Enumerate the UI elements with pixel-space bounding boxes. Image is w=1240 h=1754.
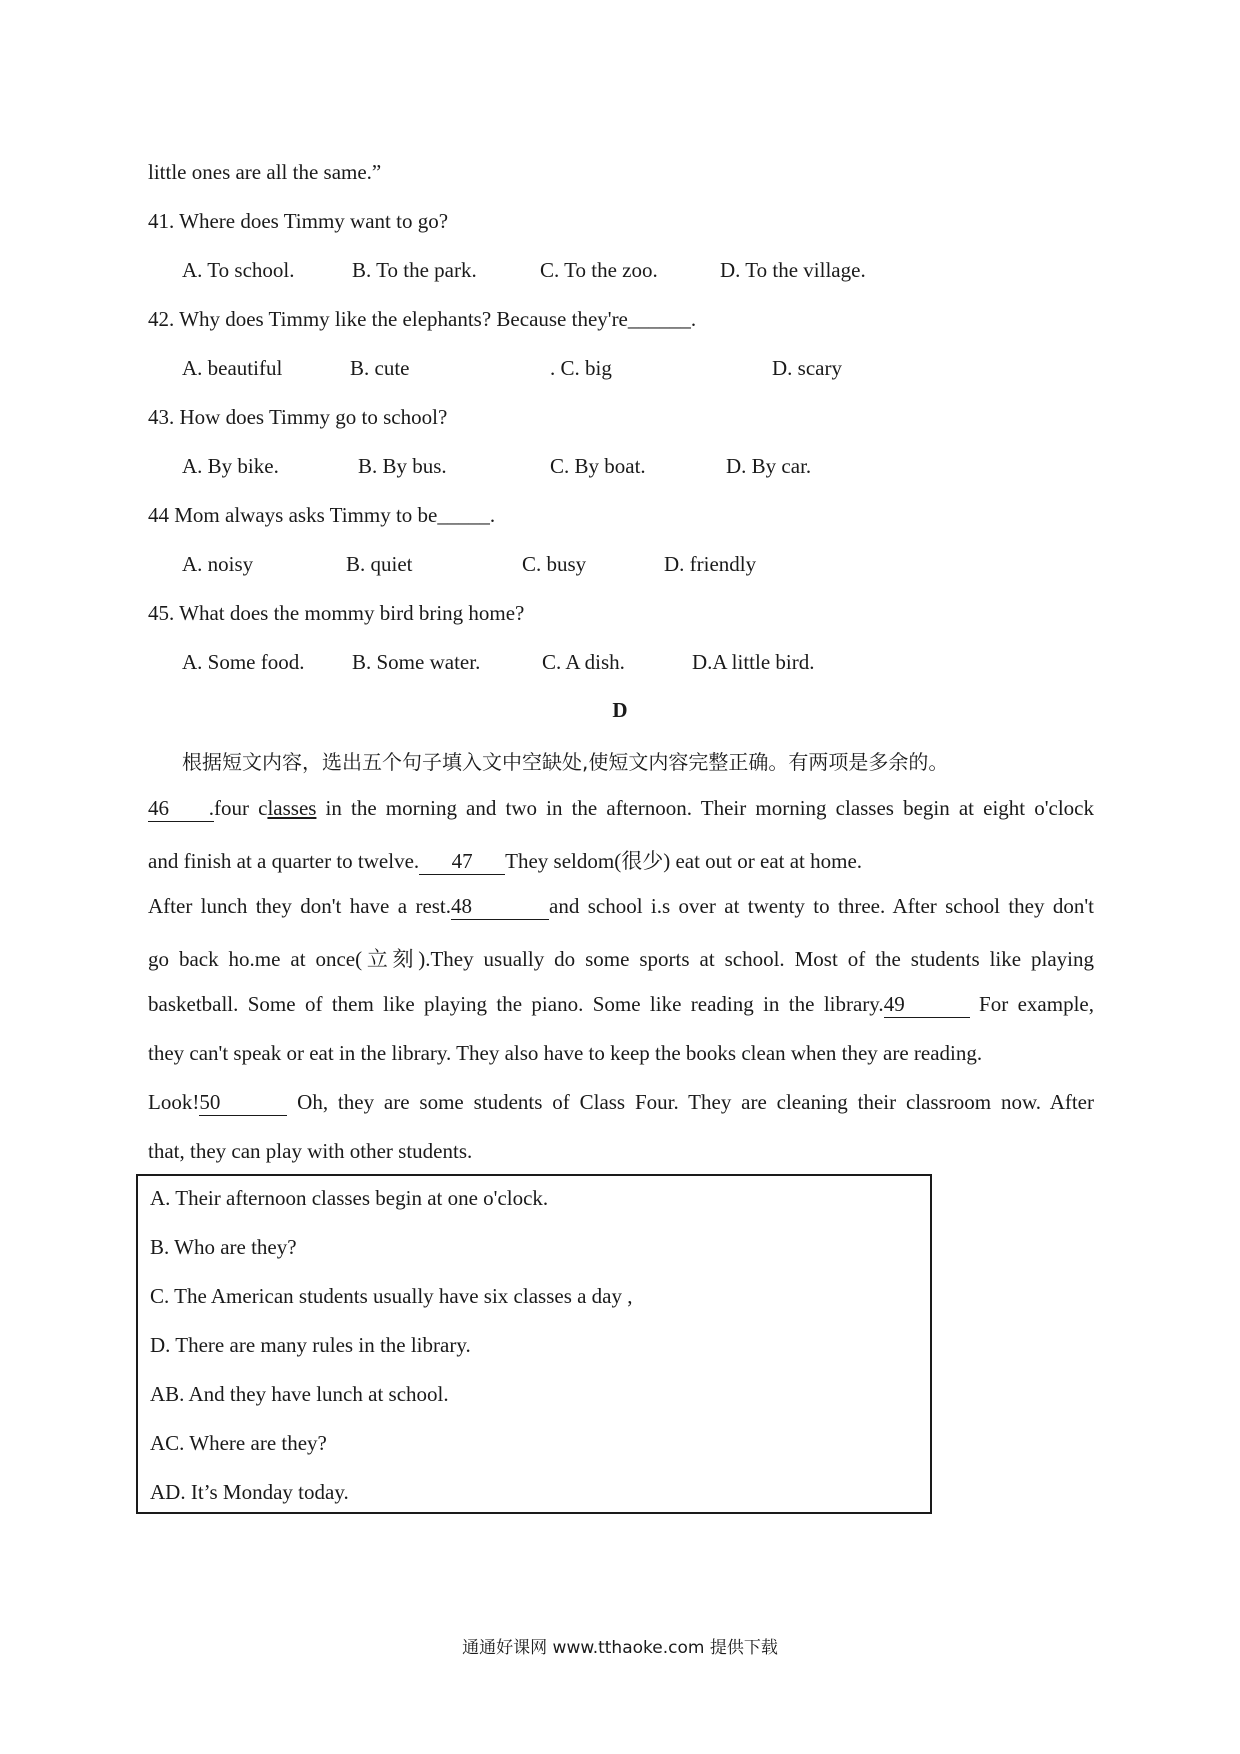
question-42: 42. Why does Timmy like the elephants? Because they're______. bbox=[148, 307, 697, 331]
page-footer: 通通好课网 www.tthaoke.com 提供下载 bbox=[462, 1638, 778, 1658]
option-d: D.A little bird. bbox=[692, 650, 815, 674]
blank-47: 47 bbox=[419, 851, 505, 875]
option-b: B. cute bbox=[350, 356, 410, 380]
passage-line-3: After lunch they don't have a rest.48 and school i.s over at twenty to three. After school they don't bbox=[148, 894, 1094, 918]
choice-ac: AC. Where are they? bbox=[150, 1431, 327, 1455]
question-44: 44 Mom always asks Timmy to be_____. bbox=[148, 503, 496, 527]
passage-line-8: that, they can play with other students. bbox=[148, 1139, 473, 1163]
choice-ad: AD. It’s Monday today. bbox=[150, 1480, 349, 1504]
blank-48: 48 bbox=[451, 896, 549, 920]
option-d: D. By car. bbox=[726, 454, 812, 478]
option-a: A. By bike. bbox=[182, 454, 279, 478]
question-43: 43. How does Timmy go to school? bbox=[148, 405, 448, 429]
section-heading: D bbox=[612, 698, 628, 722]
option-b: B. quiet bbox=[346, 552, 413, 576]
option-d: D. scary bbox=[772, 356, 842, 380]
option-b: B. To the park. bbox=[352, 258, 477, 282]
option-a: A. Some food. bbox=[182, 650, 305, 674]
option-c: C. A dish. bbox=[542, 650, 625, 674]
option-b: B. By bus. bbox=[358, 454, 447, 478]
passage-line-7: Look!50 Oh, they are some students of Class Four. They are cleaning their classroom now. After bbox=[148, 1090, 1094, 1114]
passage-line-6: they can't speak or eat in the library. They also have to keep the books clean when they are reading. bbox=[148, 1041, 983, 1065]
option-c: C. By boat. bbox=[550, 454, 646, 478]
blank-49: 49 bbox=[884, 994, 970, 1018]
blank-50: 50 bbox=[199, 1092, 287, 1116]
option-c: C. To the zoo. bbox=[540, 258, 658, 282]
option-d: D. friendly bbox=[664, 552, 757, 576]
passage-line-2: and finish at a quarter to twelve. 47 They seldom(很少) eat out or eat at home. bbox=[148, 849, 863, 873]
passage-line-4: go back ho.me at once(立刻).They usually do some sports at school. Most of the students like playing bbox=[148, 947, 1094, 971]
option-c: C. busy bbox=[522, 552, 587, 576]
passage-continuation: little ones are all the same.” bbox=[148, 160, 382, 184]
choice-a: A. Their afternoon classes begin at one o'clock. bbox=[150, 1186, 549, 1210]
question-45: 45. What does the mommy bird bring home? bbox=[148, 601, 525, 625]
choices-box bbox=[136, 1174, 932, 1514]
passage-line-5: basketball. Some of them like playing the piano. Some like reading in the library.49 For example, bbox=[148, 992, 1094, 1016]
blank-46: 46 . bbox=[148, 796, 214, 820]
option-a: A. beautiful bbox=[182, 356, 283, 380]
option-a: A. noisy bbox=[182, 552, 254, 576]
section-instruction: 根据短文内容，选出五个句子填入文中空缺处,使短文内容完整正确。有两项是多余的。 bbox=[182, 750, 949, 774]
option-b: B. Some water. bbox=[352, 650, 481, 674]
option-a: A. To school. bbox=[182, 258, 295, 282]
choice-c: C. The American students usually have six classes a day , bbox=[150, 1284, 633, 1308]
question-41: 41. Where does Timmy want to go? bbox=[148, 209, 449, 233]
option-c: . C. big bbox=[550, 356, 612, 380]
passage-line-1: 46 .four classes in the morning and two in the afternoon. Their morning classes begin at eight o'clock bbox=[148, 796, 1095, 820]
option-d: D. To the village. bbox=[720, 258, 866, 282]
choice-ab: AB. And they have lunch at school. bbox=[150, 1382, 449, 1406]
choice-d: D. There are many rules in the library. bbox=[150, 1333, 471, 1357]
choice-b: B. Who are they? bbox=[150, 1235, 297, 1259]
